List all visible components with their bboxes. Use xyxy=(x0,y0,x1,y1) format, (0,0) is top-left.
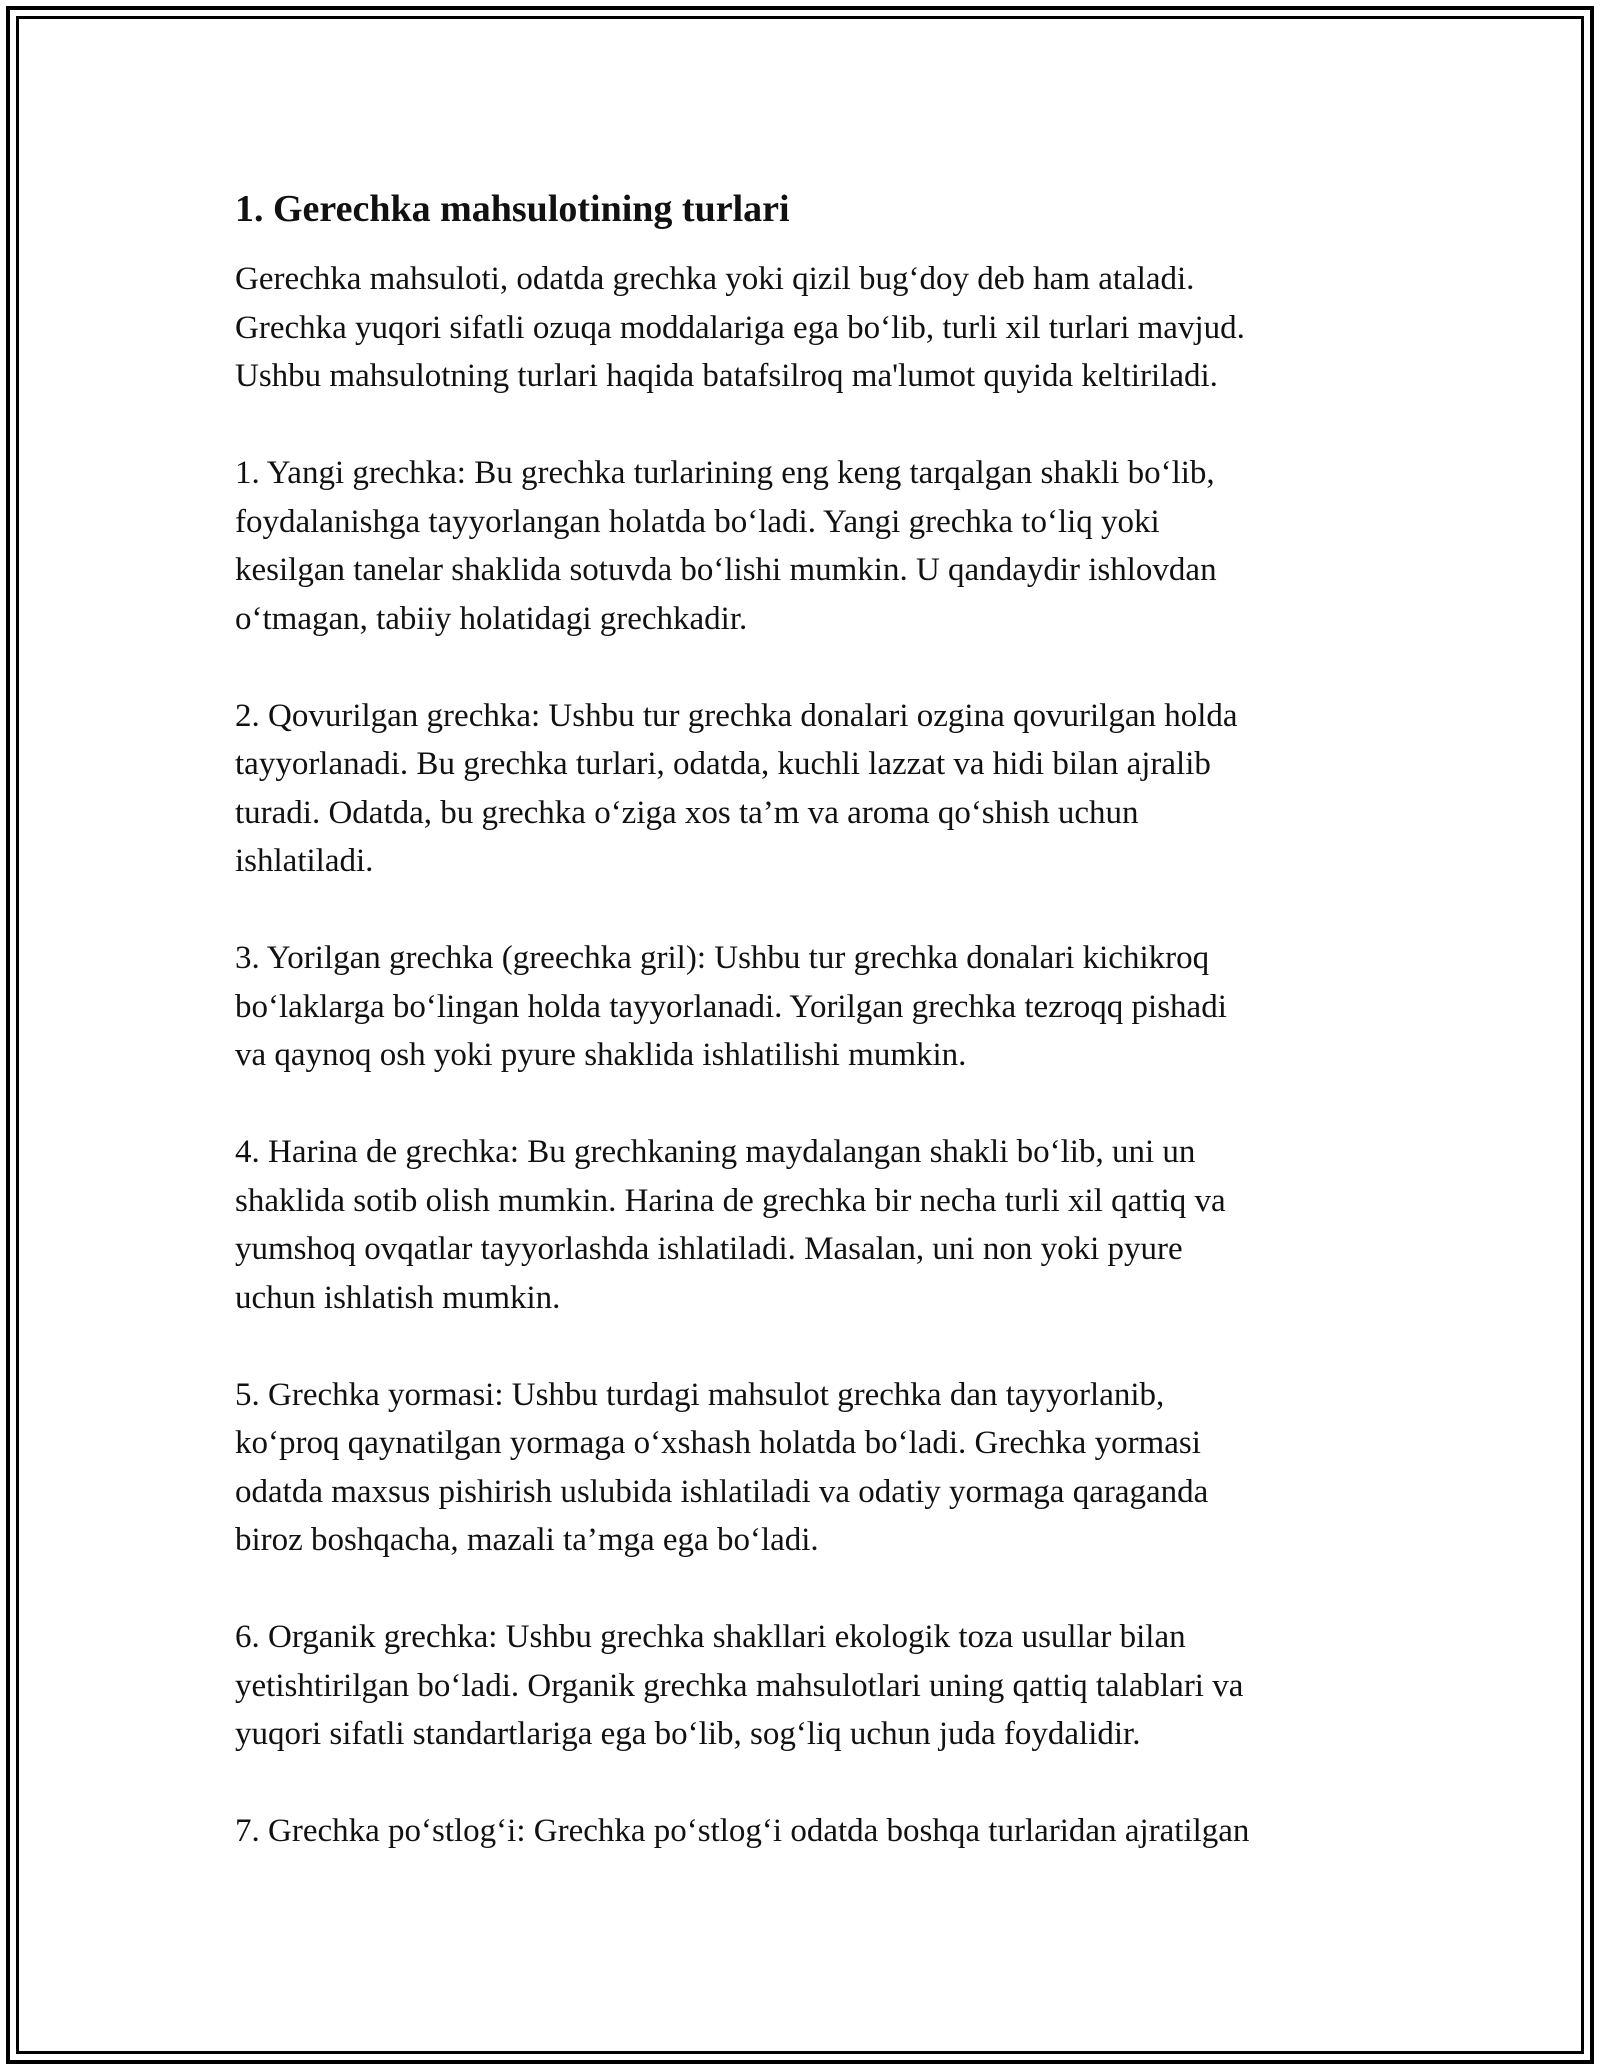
text-line: Ushbu mahsulotning turlari haqida batafsilroq ma'lumot quyida keltiriladi. xyxy=(235,358,1218,394)
text-line: 3. Yorilgan grechka (greechka gril): Ushbu tur grechka donalari kichikroq xyxy=(235,940,1210,976)
paragraph-list xyxy=(235,255,1395,1856)
text-line: yumshoq ovqatlar tayyorlashda ishlatiladi. Masalan, uni non yoki pyure xyxy=(235,1231,1183,1267)
paragraph xyxy=(235,449,1395,643)
text-line: va qaynoq osh yoki pyure shaklida ishlatilishi mumkin. xyxy=(235,1037,967,1073)
text-line: 1. Yangi grechka: Bu grechka turlarining eng keng tarqalgan shakli bo‘lib, xyxy=(235,455,1215,491)
text-line: ko‘proq qaynatilgan yormaga o‘xshash holatda bo‘ladi. Grechka yormasi xyxy=(235,1425,1201,1461)
text-line: yuqori sifatli standartlariga ega bo‘lib, sog‘liq uchun juda foydalidir. xyxy=(235,1716,1141,1752)
text-line: turadi. Odatda, bu grechka o‘ziga xos ta’m va aroma qo‘shish uchun xyxy=(235,794,1139,831)
text-line: Grechka yuqori sifatli ozuqa moddalariga ega bo‘lib, turli xil turlari mavjud. xyxy=(235,309,1245,346)
section-title: 1. Gerechka mahsulotining turlari xyxy=(235,188,790,230)
text-line: kesilgan tanelar shaklida sotuvda bo‘lishi mumkin. U qandaydir ishlovdan xyxy=(235,552,1217,588)
paragraph xyxy=(235,1613,1395,1759)
text-line: ishlatiladi. xyxy=(235,843,374,879)
text-line: Gerechka mahsuloti, odatda grechka yoki qizil bug‘doy deb ham ataladi. xyxy=(235,261,1195,297)
text-line: 2. Qovurilgan grechka: Ushbu tur grechka donalari ozgina qovurilgan holda xyxy=(235,697,1238,734)
paragraph xyxy=(235,1807,1395,1856)
paragraph xyxy=(235,1128,1395,1322)
text-line: yetishtirilgan bo‘ladi. Organik grechka mahsulotlari uning qattiq talablari va xyxy=(235,1667,1244,1704)
document-body xyxy=(235,185,1395,1904)
text-line: foydalanishga tayyorlangan holatda bo‘ladi. Yangi grechka to‘liq yoki xyxy=(235,503,1160,540)
text-line: biroz boshqacha, mazali ta’mga ega bo‘ladi. xyxy=(235,1522,819,1558)
text-line: o‘tmagan, tabiiy holatidagi grechkadir. xyxy=(235,600,748,637)
text-line: tayyorlanadi. Bu grechka turlari, odatda, kuchli lazzat va hidi bilan ajralib xyxy=(235,746,1211,782)
text-line: 6. Organik grechka: Ushbu grechka shakllari ekologik toza usullar bilan xyxy=(235,1619,1186,1655)
text-line: shaklida sotib olish mumkin. Harina de grechka bir necha turli xil qattiq va xyxy=(235,1182,1226,1219)
paragraph xyxy=(235,934,1395,1080)
text-line: uchun ishlatish mumkin. xyxy=(235,1279,561,1316)
text-line: 7. Grechka po‘stlog‘i: Grechka po‘stlog‘i odatda boshqa turlaridan ajratilgan xyxy=(235,1813,1250,1849)
text-line: 5. Grechka yormasi: Ushbu turdagi mahsulot grechka dan tayyorlanib, xyxy=(235,1376,1165,1413)
paragraph xyxy=(235,1371,1395,1565)
text-line: 4. Harina de grechka: Bu grechkaning maydalangan shakli bo‘lib, uni un xyxy=(235,1134,1196,1170)
paragraph xyxy=(235,255,1395,401)
text-line: bo‘laklarga bo‘lingan holda tayyorlanadi. Yorilgan grechka tezroqq pishadi xyxy=(235,988,1227,1025)
text-line: odatda maxsus pishirish uslubida ishlatiladi va odatiy yormaga qaraganda xyxy=(235,1473,1209,1510)
paragraph xyxy=(235,692,1395,886)
